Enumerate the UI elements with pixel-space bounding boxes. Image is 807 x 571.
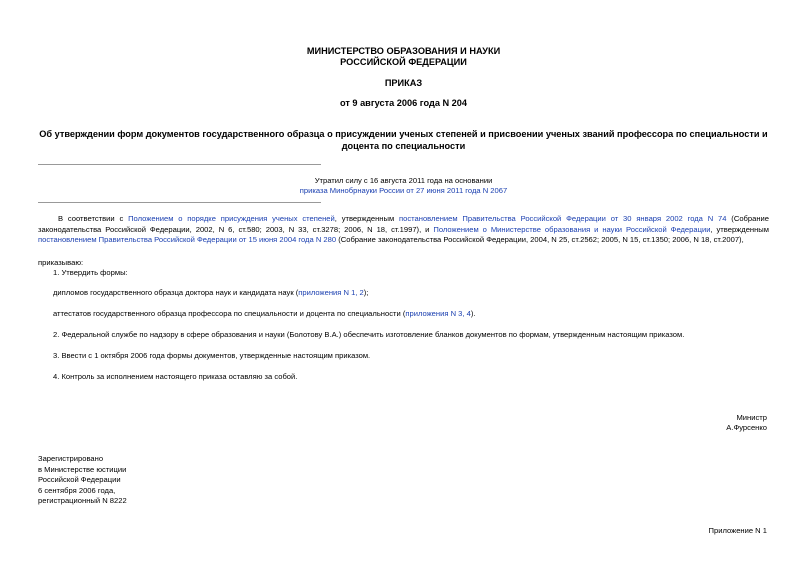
link-appendix-1-2[interactable]: приложения N 1, 2	[298, 288, 364, 297]
divider-bottom	[38, 202, 321, 203]
registration-line: регистрационный N 8222	[38, 496, 127, 505]
preamble-text-2: , утвержденным	[334, 214, 400, 223]
order-item-2: 2. Федеральной службе по надзору в сфере образования и науки (Болотову В.А.) обеспечить изготовление бланков документов по формам, утвержденным настоящим приказом.	[53, 330, 685, 339]
preamble	[38, 214, 769, 246]
diplomas-text: дипломов государственного образца доктора наук и кандидата наук (	[53, 288, 299, 297]
prikazyvayu: приказываю:	[38, 258, 84, 267]
signature-name: А.Фурсенко	[726, 423, 767, 432]
registration-line: Российской Федерации	[38, 475, 121, 484]
diplomas-end: );	[363, 288, 369, 297]
preamble-text-5: (Собрание законодательства Российской Федерации, 2004, N 25, ст.2562; 2005, N 15, ст.1350; 2006, N 18, ст.2007),	[336, 235, 744, 244]
link-polozhenie-ministerstvo[interactable]: Положением о Министерстве образования и науки Российской Федерации	[433, 224, 711, 234]
attestats-end: ).	[470, 309, 476, 318]
signature-position: Министр	[736, 413, 767, 422]
diplomas-line	[53, 288, 368, 298]
registration-line: 6 сентября 2006 года,	[38, 485, 116, 495]
appendix-label: Приложение N 1	[708, 526, 767, 535]
lost-force-text: Утратил силу с 16 августа 2011 года на основании	[314, 176, 493, 185]
order-item-1: 1. Утвердить формы:	[53, 268, 128, 277]
link-polozhenie-stepeni[interactable]: Положением о порядке присуждения ученых степеней	[128, 214, 335, 223]
basis-order-link[interactable]: приказа Минобрнауки России от 27 июня 2011 года N 2067	[299, 186, 508, 195]
divider-top	[38, 164, 321, 165]
registration-block	[38, 454, 127, 507]
registration-line: Зарегистрировано	[38, 454, 104, 463]
registration-line: в Министерстве юстиции	[38, 464, 127, 474]
basis-link-row	[0, 186, 807, 196]
doc-type: ПРИКАЗ	[384, 78, 423, 88]
order-item-3: 3. Ввести с 1 октября 2006 года формы документов, утвержденные настоящим приказом.	[53, 351, 371, 360]
ministry-line1: МИНИСТЕРСТВО ОБРАЗОВАНИЯ И НАУКИ	[306, 46, 501, 56]
date-number: от 9 августа 2006 года N 204	[339, 98, 468, 108]
link-postanovlenie-280[interactable]: постановлением Правительства Российской Федерации от 15 июня 2004 года N 280	[38, 235, 337, 244]
preamble-text-1: В соответствии с	[58, 214, 129, 223]
attestats-text: аттестатов государственного образца профессора по специальности и доцента по специальности (	[53, 309, 406, 318]
ministry-line2: РОССИЙСКОЙ ФЕДЕРАЦИИ	[340, 57, 467, 67]
link-appendix-3-4[interactable]: приложения N 3, 4	[405, 309, 471, 318]
attestats-line	[53, 309, 475, 319]
preamble-text-4: , утвержденным	[710, 224, 769, 234]
document-title: Об утверждении форм документов государственного образца о присуждении ученых степеней и присвоении ученых званий профессора по специальности и доцента по специальности	[39, 129, 768, 151]
link-postanovlenie-74[interactable]: постановлением Правительства Российской Федерации от 30 января 2002 года N 74	[399, 214, 727, 223]
preamble-text-3: (Собрание законодательства Российской Федерации, 2002, N 6, ст.580; 2003, N 33, ст.3278; 2006, N 18, ст.1997), и	[38, 214, 769, 234]
order-item-4: 4. Контроль за исполнением настоящего приказа оставляю за собой.	[53, 372, 298, 381]
